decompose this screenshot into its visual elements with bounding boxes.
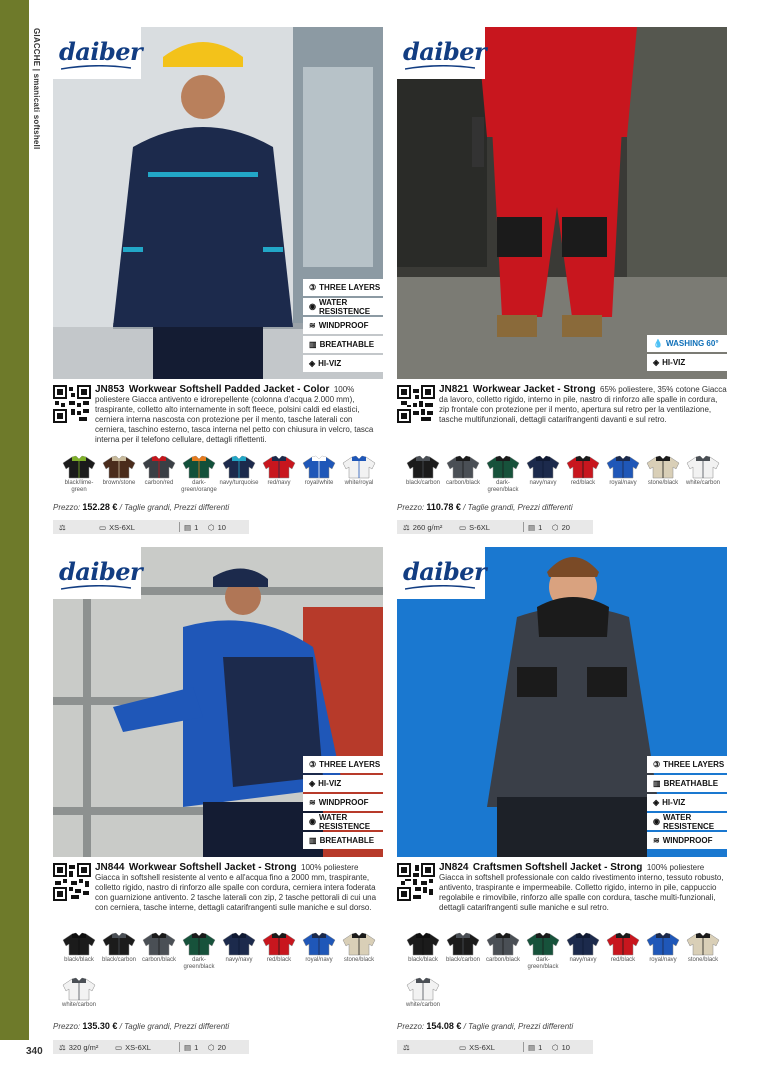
product-description-text: 100% poliestere Giacca in softshell resistente al vento e all'acqua fino a 2000 mm, traspirante, colletto rigido, nastro di rinforzo alle spalle con cordura, cerniera intera foderata con guarnizione antivento. 2 tasche laterali con zip, 2 tasche pettorali di cui una con cerniera, tasche interne, dettagli catarifrangenti sulle maniche e sul dorso. [95,863,377,912]
color-swatch[interactable] [603,455,643,494]
logo-swoosh-icon [61,585,131,591]
logo-swoosh-icon [61,65,131,71]
brand-logo [397,547,485,599]
color-swatches [59,932,389,1009]
color-swatch[interactable] [443,455,483,494]
washing-icon: 💧 [653,339,663,348]
brand-logo [53,27,141,79]
jacket-swatch-icon [302,455,336,479]
badge-washing-60: 💧 WASHING 60° [647,335,727,352]
jacket-swatch-icon [686,932,720,956]
brand-logo [397,27,485,79]
three-layers-icon: ③ [309,283,317,292]
badge-water-resistence: ◉ WATER RESISTENCE [647,813,727,830]
color-swatch-label: navy/navy [529,480,557,486]
color-swatch-label: navy/navy [225,957,253,963]
badge-breathable: ▥ BREATHABLE [303,336,383,353]
price-amount: 154.08 € [426,1021,462,1031]
pack-spec: ▤ 1 [184,522,199,532]
product-description [95,863,383,913]
pack-spec: ▤ 1 [528,1042,543,1052]
badge-hi-viz: ◈ HI-VIZ [303,775,383,792]
badge-three-layers: ③ THREE LAYERS [303,279,383,296]
box-spec: ⬡ 10 [552,1042,570,1052]
color-swatch[interactable] [443,932,483,971]
qr-code-icon[interactable] [53,385,91,423]
color-swatch[interactable] [59,455,99,494]
badge-hi-viz: ◈ HI-VIZ [647,794,727,811]
ruler-icon: ▭ [459,522,467,532]
jacket-swatch-icon [566,932,600,956]
jacket-swatch-icon [486,932,520,956]
jacket-swatch-icon [342,455,376,479]
price-amount: 110.78 € [426,502,461,512]
color-swatch-label: carbon/black [485,957,521,963]
brand-logo [53,547,141,599]
color-swatch-label: white/carbon [61,1002,97,1008]
pack-spec: ▤ 1 [528,522,543,532]
jacket-swatch-icon [262,455,296,479]
jacket-swatch-icon [446,455,480,479]
badge-windproof: ≋ WINDPROOF [647,832,727,849]
color-swatch-label: dark-green/black [527,957,559,970]
color-swatch-label: red/black [570,480,596,486]
color-swatch[interactable] [59,977,99,1009]
color-swatch-label: carbon/black [445,480,481,486]
size-spec: ▭ XS-6XL [115,1042,151,1052]
product-name: Craftsmen Softshell Jacket - Strong [472,862,643,873]
color-swatch-label: royal/white [304,480,334,486]
color-swatch[interactable] [563,455,603,494]
price: Prezzo: 135.30 € / Taglie grandi, Prezzi differenti [53,1021,230,1031]
ruler-icon: ▭ [115,1042,123,1052]
box-spec: ⬡ 20 [552,522,570,532]
color-swatch-label: royal/navy [609,480,637,486]
feature-badges [303,279,383,372]
color-swatch[interactable] [563,932,603,971]
weight-spec [53,520,99,534]
price: Prezzo: 154.08 € / Taglie grandi, Prezzi differenti [397,1021,574,1031]
water-drop-icon: ◉ [653,817,660,826]
product-code: JN824 [439,862,469,873]
color-swatch[interactable] [99,455,139,494]
water-drop-icon: ◉ [309,302,316,311]
jacket-swatch-icon [566,455,600,479]
weight-spec: ⚖ 320 g/m² [59,1042,99,1052]
color-swatch[interactable] [403,455,443,494]
size-spec: ▭ XS-6XL [99,522,135,532]
spec-bar [53,520,249,534]
color-swatch[interactable] [403,932,443,971]
qr-code-icon[interactable] [397,385,435,423]
jacket-swatch-icon [406,977,440,1001]
weight-icon: ⚖ [403,1042,410,1052]
product-name: Workwear Softshell Jacket - Strong [128,862,297,873]
color-swatch[interactable] [683,932,723,971]
water-drop-icon: ◉ [309,817,316,826]
section-label [31,28,41,228]
breathable-icon: ▥ [309,340,317,349]
color-swatch-label: navy/navy [569,957,597,963]
brand-logo-text: daiber [59,557,143,586]
weight-spec: ⚖ 260 g/m² [403,522,443,532]
eye-icon: ◈ [309,779,316,788]
color-swatch[interactable] [99,932,139,971]
color-swatch-label: white/royal [344,480,374,486]
price: Prezzo: 110.78 € / Taglie grandi, Prezzi differenti [397,502,573,512]
color-swatch[interactable] [259,932,299,971]
product-photo [397,547,727,857]
wind-icon: ≋ [653,836,660,845]
price: Prezzo: 152.28 € / Taglie grandi, Prezzi differenti [53,502,230,512]
color-swatch-label: stone/black [647,480,679,486]
ruler-icon: ▭ [459,1042,467,1052]
three-layers-icon: ③ [309,760,317,769]
color-swatch[interactable] [179,932,219,971]
color-swatch-label: black/black [408,957,438,963]
color-swatch-label: black/carbon [405,480,441,486]
color-swatch-label: white/carbon [405,1002,441,1008]
color-swatch-label: royal/navy [305,957,333,963]
product-description-text: 65% poliestere, 35% cotone Giacca da lavoro, colletto rigido, interno in pile, nastro di rinforzo alle spalle in cordura, zip frontale con protezione per il mento, apertura sul retro per la ventilazione, tasche multifunzionali, dettagli catarifrangenti davanti e sul retro. [439,385,727,424]
product-photo-illustration [397,27,727,379]
size-spec: ▭ S-6XL [459,522,490,532]
color-swatch-label: navy/turquoise [219,480,259,486]
feature-badges [647,756,727,849]
section-label-text: GIACCHE | smanicati softshell [32,28,41,150]
box-icon: ⬡ [208,522,215,532]
color-swatch-label: carbon/red [144,480,174,486]
badge-windproof: ≋ WINDPROOF [303,317,383,334]
badge-breathable: ▥ BREATHABLE [647,775,727,792]
color-swatch[interactable] [339,455,379,494]
product-photo [53,547,383,857]
brand-logo-text: daiber [59,37,143,66]
box-icon: ⬡ [552,1042,559,1052]
jacket-swatch-icon [446,932,480,956]
color-swatch-label: dark-green/black [183,957,215,970]
pack-icon: ▤ [184,522,192,532]
color-swatch[interactable] [139,932,179,971]
color-swatch[interactable] [643,455,683,494]
qr-code-icon[interactable] [397,863,435,901]
jacket-swatch-icon [302,932,336,956]
color-swatch[interactable] [483,932,523,971]
jacket-swatch-icon [102,932,136,956]
jacket-swatch-icon [62,932,96,956]
logo-swoosh-icon [405,585,475,591]
badge-water-resistence: ◉ WATER RESISTENCE [303,298,383,315]
feature-badges [647,335,727,371]
color-swatches [403,455,733,494]
wind-icon: ≋ [309,321,316,330]
qr-code-icon[interactable] [53,863,91,901]
color-swatch-label: black/black [64,957,94,963]
jacket-swatch-icon [606,455,640,479]
jacket-swatch-icon [526,455,560,479]
color-swatch[interactable] [259,455,299,494]
badge-water-resistence: ◉ WATER RESISTENCE [303,813,383,830]
spec-bar [397,1040,593,1054]
jacket-swatch-icon [406,932,440,956]
logo-swoosh-icon [405,65,475,71]
breathable-icon: ▥ [653,779,661,788]
color-swatches [59,455,389,494]
spec-bar [53,1040,249,1054]
pack-spec: ▤ 1 [184,1042,199,1052]
color-swatch[interactable] [403,977,443,1009]
pack-icon: ▤ [528,522,536,532]
color-swatch[interactable] [643,932,683,971]
jacket-swatch-icon [646,932,680,956]
box-icon: ⬡ [552,522,559,532]
weight-icon: ⚖ [59,522,66,532]
jacket-swatch-icon [262,932,296,956]
color-swatch[interactable] [219,932,259,971]
color-swatches [403,932,733,1009]
color-swatch-label: red/black [610,957,636,963]
product-code: JN844 [95,862,125,873]
pack-icon: ▤ [528,1042,536,1052]
color-swatch-label: stone/black [343,957,375,963]
color-swatch[interactable] [483,455,523,494]
eye-icon: ◈ [653,798,660,807]
color-swatch-label: royal/navy [649,957,677,963]
jacket-swatch-icon [182,455,216,479]
price-amount: 135.30 € [82,1021,118,1031]
jacket-swatch-icon [142,932,176,956]
product-description-text: 100% poliestere Giacca antivento e idrorepellente (colonna d'acqua 2.000 mm), traspirante, colletto alto internamente in soft fleece, polsini caldi ed elastici, cerniera interna nascosta con protezione per il mento, tasche laterali con cerniera, taschino esterno, tasca interna nel petto con chiusura in velcro, tasca interna per il telefono cellulare, dettagli riflettenti. [95,385,374,444]
box-spec: ⬡ 20 [208,1042,226,1052]
color-swatch[interactable] [603,932,643,971]
color-swatch[interactable] [523,932,563,971]
product-description-text: 100% poliestere Giacca in softshell professionale con caldo rivestimento interno, tessuto robusto, antivento, traspirante e impermeabile. Colletto rigido, interno in pile, cappuccio regolabile e rimovibile, rinforzo alle spalle con cordura, tasche multi-funzionali, dettagli catarifrangenti sulle maniche e sul retro. [439,863,724,912]
color-swatch-label: dark-green/black [487,480,519,493]
color-swatch-label: carbon/black [141,957,177,963]
breathable-icon: ▥ [309,836,317,845]
badge-breathable: ▥ BREATHABLE [303,832,383,849]
color-swatch[interactable] [139,455,179,494]
product-description [95,385,383,445]
three-layers-icon: ③ [653,760,661,769]
product-description [439,863,727,913]
product-name: Workwear Jacket - Strong [472,384,596,395]
color-swatch-label: black/carbon [445,957,481,963]
jacket-swatch-icon [102,455,136,479]
product-photo [53,27,383,379]
jacket-swatch-icon [646,455,680,479]
weight-icon: ⚖ [59,1042,66,1052]
weight-spec [397,1040,459,1054]
product-code: JN821 [439,384,469,395]
color-swatch[interactable] [219,455,259,494]
color-swatch-label: black/lime-green [64,480,94,493]
jacket-swatch-icon [62,455,96,479]
jacket-swatch-icon [142,455,176,479]
badge-three-layers: ③ THREE LAYERS [647,756,727,773]
jacket-swatch-icon [62,977,96,1001]
color-swatch-label: brown/stone [102,480,136,486]
jacket-swatch-icon [182,932,216,956]
color-swatch[interactable] [179,455,219,494]
size-spec: ▭ XS-6XL [459,1042,495,1052]
jacket-swatch-icon [342,932,376,956]
wind-icon: ≋ [309,798,316,807]
badge-windproof: ≋ WINDPROOF [303,794,383,811]
jacket-swatch-icon [526,932,560,956]
color-swatch[interactable] [299,455,339,494]
feature-badges [303,756,383,849]
jacket-swatch-icon [686,455,720,479]
product-name: Workwear Softshell Padded Jacket - Color [128,384,330,395]
spec-bar [397,520,593,534]
color-swatch-label: red/black [266,957,292,963]
jacket-swatch-icon [486,455,520,479]
jacket-swatch-icon [606,932,640,956]
color-swatch[interactable] [59,932,99,971]
jacket-swatch-icon [222,932,256,956]
product-photo [397,27,727,379]
eye-icon: ◈ [309,359,316,368]
badge-three-layers: ③ THREE LAYERS [303,756,383,773]
badge-hi-viz: ◈ HI-VIZ [647,354,727,371]
color-swatch[interactable] [339,932,379,971]
brand-logo-text: daiber [403,37,487,66]
ruler-icon: ▭ [99,522,107,532]
color-swatch-label: red/navy [267,480,291,486]
brand-logo-text: daiber [403,557,487,586]
product-code: JN853 [95,384,125,395]
eye-icon: ◈ [653,358,660,367]
weight-icon: ⚖ [403,522,410,532]
color-swatch-label: dark-green/orange [181,480,217,493]
color-swatch-label: white/carbon [685,480,721,486]
page-number: 340 [26,1046,43,1057]
box-spec: ⬡ 10 [208,522,226,532]
price-amount: 152.28 € [82,502,118,512]
color-swatch[interactable] [299,932,339,971]
color-swatch-label: stone/black [687,957,719,963]
jacket-swatch-icon [406,455,440,479]
color-swatch[interactable] [683,455,723,494]
section-sidebar [0,0,29,1040]
color-swatch[interactable] [523,455,563,494]
jacket-swatch-icon [222,455,256,479]
product-description [439,385,727,425]
pack-icon: ▤ [184,1042,192,1052]
box-icon: ⬡ [208,1042,215,1052]
badge-hi-viz: ◈ HI-VIZ [303,355,383,372]
color-swatch-label: black/carbon [101,957,137,963]
